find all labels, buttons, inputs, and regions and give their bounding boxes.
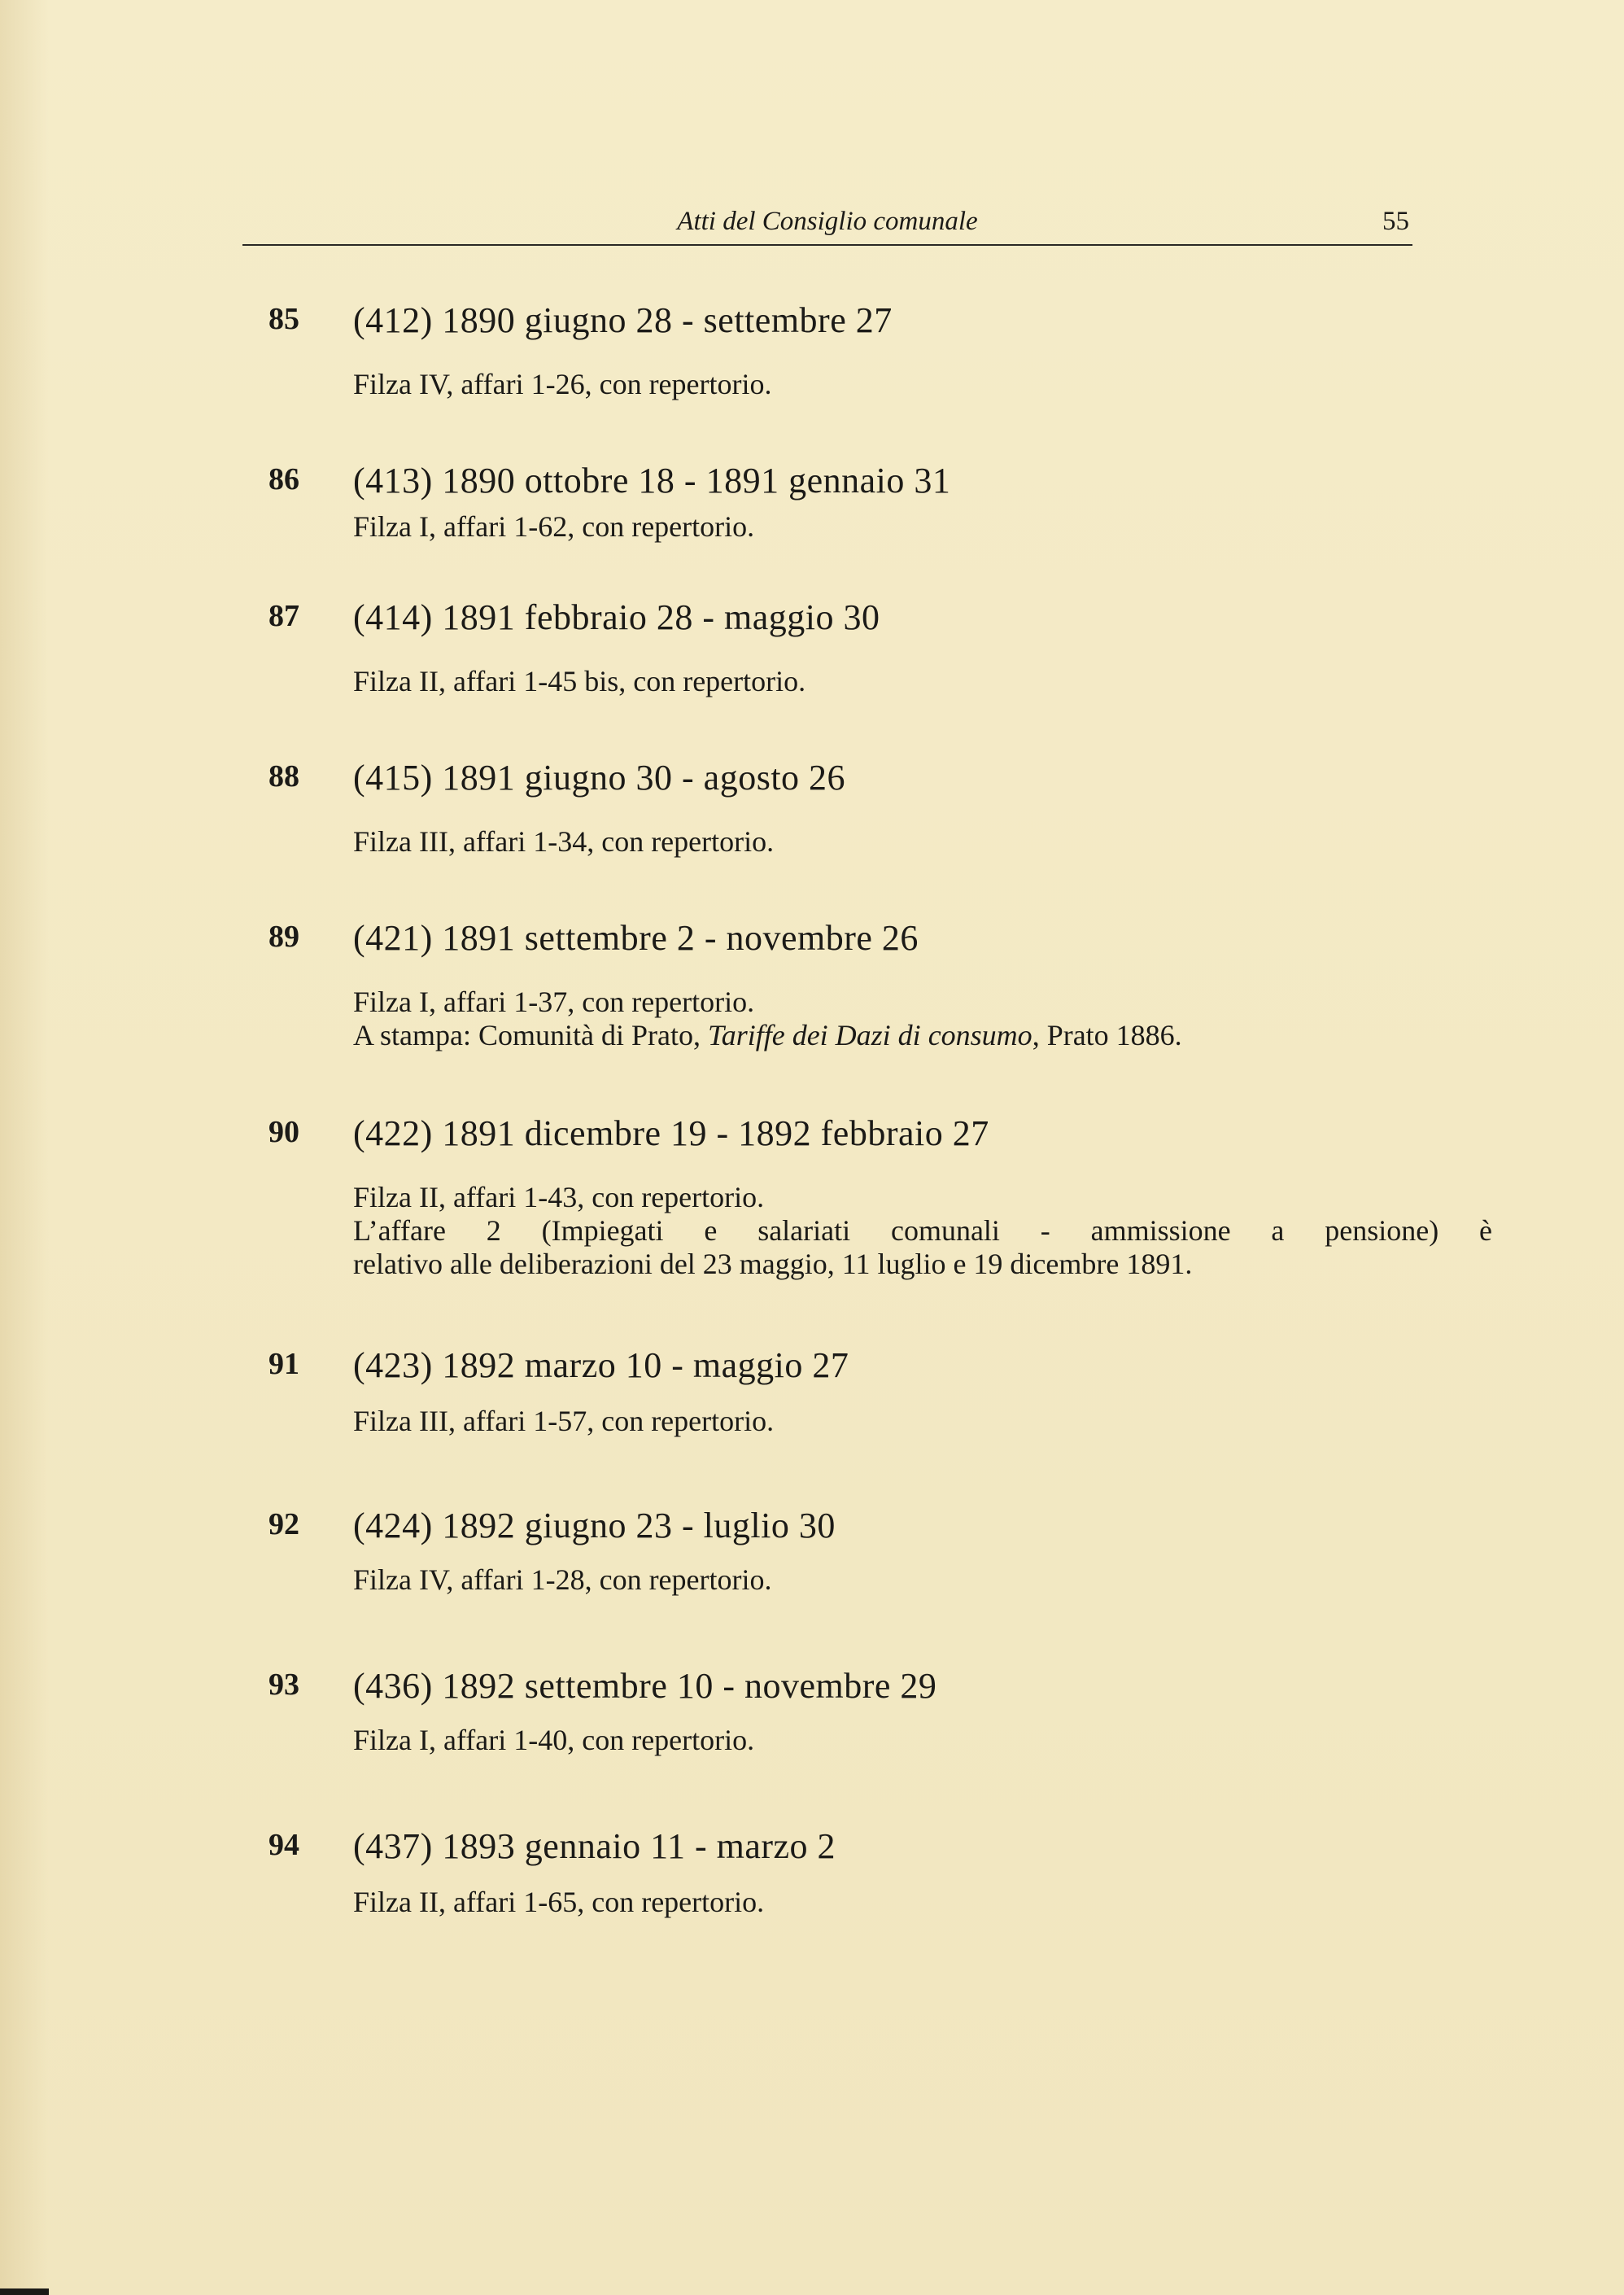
entry-body xyxy=(353,1405,1411,1438)
entry-description: Filza I, affari 1-40, con repertorio. xyxy=(353,1724,755,1756)
entry-description: Filza III, affari 1-34, con repertorio. xyxy=(353,825,775,858)
entry-description: Filza II, affari 1-45 bis, con repertorio. xyxy=(353,665,806,697)
running-title: Atti del Consiglio comunale xyxy=(677,207,978,236)
note-suffix: , Prato 1886. xyxy=(1032,1019,1182,1051)
entry-87 xyxy=(268,590,1424,750)
entry-number: 93 xyxy=(268,1668,299,1702)
note-prefix: A stampa: Comunità di Prato, xyxy=(353,1019,708,1051)
entry-number: 89 xyxy=(268,920,299,954)
entry-89 xyxy=(268,911,1424,1106)
entry-body xyxy=(353,1886,1411,1919)
entry-heading: (423) 1892 marzo 10 - maggio 27 xyxy=(353,1345,849,1385)
entry-number: 92 xyxy=(268,1507,299,1541)
entry-heading: (412) 1890 giugno 28 - settembre 27 xyxy=(353,300,893,340)
entry-note-line: L’affare 2 (Impiegati e salariati comunali - ammissione a pensione) è xyxy=(353,1214,1492,1247)
entry-note xyxy=(353,1019,1411,1052)
entry-heading: (424) 1892 giugno 23 - luglio 30 xyxy=(353,1506,836,1545)
entry-number: 87 xyxy=(268,599,299,633)
entry-body xyxy=(353,986,1411,1052)
entry-body xyxy=(353,368,1411,401)
entry-number: 94 xyxy=(268,1828,299,1862)
entry-list xyxy=(268,293,1492,1979)
entry-heading: (437) 1893 gennaio 11 - marzo 2 xyxy=(353,1826,836,1866)
entry-description: Filza II, affari 1-65, con repertorio. xyxy=(353,1886,765,1918)
entry-body xyxy=(353,1724,1411,1757)
entry-number: 91 xyxy=(268,1347,299,1381)
entry-description: Filza I, affari 1-62, con repertorio. xyxy=(353,510,755,543)
entry-91 xyxy=(268,1338,1424,1498)
entry-heading: (414) 1891 febbraio 28 - maggio 30 xyxy=(353,597,880,637)
entry-93 xyxy=(268,1659,1424,1819)
entry-body xyxy=(353,1563,1411,1597)
entry-86 xyxy=(268,453,1424,590)
entry-90 xyxy=(268,1106,1492,1338)
entry-heading: (436) 1892 settembre 10 - novembre 29 xyxy=(353,1666,937,1706)
entry-description: Filza I, affari 1-37, con repertorio. xyxy=(353,986,755,1018)
entry-description: Filza II, affari 1-43, con repertorio. xyxy=(353,1181,765,1213)
entry-note-line: relativo alle deliberazioni del 23 maggio, 11 luglio e 19 dicembre 1891. xyxy=(353,1248,1193,1280)
entry-body xyxy=(353,665,1411,698)
entry-85 xyxy=(268,293,1424,453)
entry-description: Filza III, affari 1-57, con repertorio. xyxy=(353,1405,775,1437)
page-edge-shadow xyxy=(0,2288,49,2295)
entry-number: 90 xyxy=(268,1115,299,1149)
entry-description: Filza IV, affari 1-26, con repertorio. xyxy=(353,368,772,400)
entry-number: 85 xyxy=(268,302,299,336)
entry-body xyxy=(353,1181,1492,1281)
entry-number: 86 xyxy=(268,462,299,496)
page-number: 55 xyxy=(1382,207,1409,236)
entry-body xyxy=(353,510,1411,544)
entry-heading: (415) 1891 giugno 30 - agosto 26 xyxy=(353,758,846,798)
entry-description: Filza IV, affari 1-28, con repertorio. xyxy=(353,1563,772,1596)
entry-88 xyxy=(268,750,1424,911)
entry-heading: (422) 1891 dicembre 19 - 1892 febbraio 27 xyxy=(353,1113,989,1153)
entry-heading: (413) 1890 ottobre 18 - 1891 gennaio 31 xyxy=(353,461,951,501)
entry-heading: (421) 1891 settembre 2 - novembre 26 xyxy=(353,918,919,958)
entry-body xyxy=(353,825,1411,859)
entry-number: 88 xyxy=(268,759,299,793)
entry-92 xyxy=(268,1498,1424,1659)
page-header xyxy=(242,202,1412,246)
note-title: Tariffe dei Dazi di consumo xyxy=(707,1019,1032,1051)
entry-94 xyxy=(268,1819,1424,1979)
